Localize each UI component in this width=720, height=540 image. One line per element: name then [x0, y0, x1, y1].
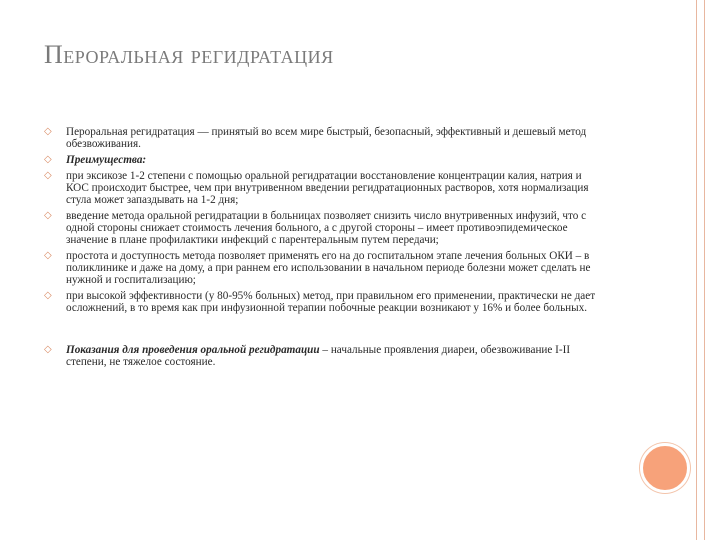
indications-heading: Показания для проведения оральной регидратации [66, 344, 320, 356]
list-item [44, 290, 604, 314]
item-text: при эксикозе 1-2 степени с помощью оральной регидратации восстановление концентрации калия, натрия и КОС происходит быстрее, чем при внутривенном введении регидратационных растворов, хотя нормализация стула может запаздывать на 1-2 дня; [66, 170, 589, 206]
diamond-bullet-icon: ◇ [44, 250, 52, 261]
bullet-list [44, 126, 604, 372]
diamond-bullet-icon: ◇ [44, 126, 52, 137]
item-text: – начальные проявления диареи, обезвоживание I-II степени, не тяжелое состояние. [66, 344, 571, 368]
list-item [44, 154, 604, 166]
diamond-bullet-icon: ◇ [44, 154, 52, 165]
list-item [44, 210, 604, 246]
diamond-bullet-icon: ◇ [44, 290, 52, 301]
decorative-line [704, 0, 705, 540]
item-text: введение метода оральной регидратации в больницах позволяет снизить число внутривенных инфузий, что с одной стороны снижает стоимость лечения больного, а с другой стороны – имеет противоэпидемическое значение в плане профилактики инфекций с парентеральным путем передачи; [66, 210, 587, 246]
slide-title: Пероральная регидратация [44, 40, 334, 69]
item-text: простота и доступность метода позволяет применять его на до госпитальном этапе лечения больных ОКИ – в поликлинике и даже на дому, а при раннем его использовании в начальном периоде болезни может сделать не нужной и госпитализацию; [66, 250, 591, 286]
list-item [44, 250, 604, 286]
list-item [44, 344, 604, 368]
item-text: при высокой эффективности (у 80-95% больных) метод, при правильном его применении, практически не дает осложнений, в то время как при инфузионной терапии побочные реакции возникают у 16% и более больных. [66, 290, 596, 314]
advantages-heading: Преимущества: [66, 154, 147, 166]
list-item [44, 170, 604, 206]
item-text: Пероральная регидратация — принятый во всем мире быстрый, безопасный, эффективный и дешевый метод обезвоживания. [66, 126, 587, 150]
diamond-bullet-icon: ◇ [44, 344, 52, 355]
decorative-circle [640, 443, 690, 493]
diamond-bullet-icon: ◇ [44, 170, 52, 181]
list-item [44, 126, 604, 150]
decorative-line [696, 0, 697, 540]
diamond-bullet-icon: ◇ [44, 210, 52, 221]
